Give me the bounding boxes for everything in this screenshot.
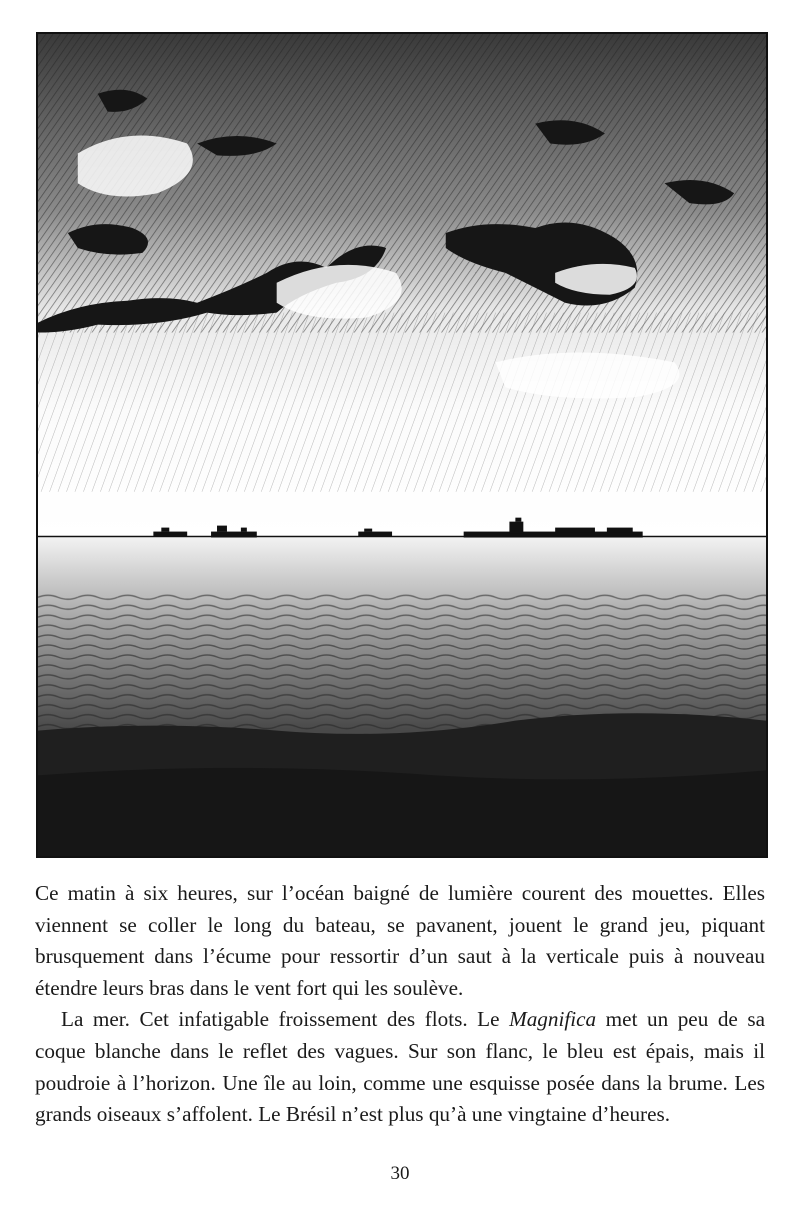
paragraph-2 [35,1004,765,1130]
sea [38,538,766,856]
sky [38,34,766,537]
seascape-illustration [36,32,768,858]
seascape-drawing [38,34,766,856]
paragraph-2-before: La mer. Cet infatigable froissement des flots. Le [61,1007,510,1032]
ship-name-italic: Magnifica [509,1007,597,1032]
paragraph-2-after: met un peu de sa coque blanche dans le reflet des vagues. Sur son flanc, le bleu est épais, mais il poudroie à l’horizon. Une île au loin, comme une esquisse posée dans la brume. Les grands oiseaux s’affolent. Le Brésil n’est plus qu’à une vingtaine d’heures. [35,1007,765,1127]
body-text [35,878,765,1131]
paragraph-1: Ce matin à six heures, sur l’océan baigné de lumière courent des mouettes. Elles viennent se coller le long du bateau, se pavanent, jouent le grand jeu, piquant brusquement dans l’écume pour ressortir d’un saut à la verticale puis à nouveau étendre leurs bras dans le vent fort qui les soulève. [35,881,765,1000]
page-number: 30 [390,1163,410,1184]
